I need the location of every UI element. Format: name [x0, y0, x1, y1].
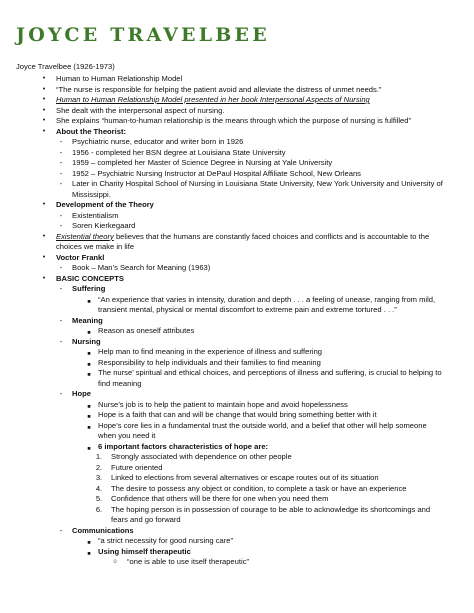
outline-item	[59, 158, 446, 169]
number-marker: 4.	[95, 483, 103, 493]
outline-text: “a strict necessity for good nursing care”	[98, 536, 234, 545]
outline-item	[42, 273, 446, 285]
outline-item	[59, 137, 446, 148]
outline-text: Human to Human Relationship Model presented in her book Interpersonal Aspects of Nursing	[56, 95, 370, 104]
outline-item	[95, 504, 446, 526]
outline-item	[59, 210, 446, 222]
bullet-icon: •	[42, 201, 46, 208]
dash-marker: -	[59, 315, 63, 325]
bullet-icon: •	[42, 85, 46, 93]
outline-text: Psychiatric nurse, educator and writer born in 1926	[72, 137, 244, 146]
intro-line: Joyce Travelbee (1926-1973)	[16, 62, 115, 71]
outline-item	[87, 294, 446, 316]
bullet-icon: •	[42, 253, 46, 261]
outline-item	[59, 315, 446, 327]
outline-heading: Voctor Frankl	[56, 252, 105, 262]
bullet-icon: •	[42, 75, 46, 82]
outline-heading: Development of the Theory	[56, 200, 154, 209]
dash-marker: -	[59, 147, 63, 157]
outline-item	[87, 546, 446, 558]
outline-item	[59, 221, 446, 232]
outline-text: She dealt with the interpersonal aspect of nursing.	[56, 105, 225, 115]
outline-item	[87, 441, 446, 453]
square-bullet-icon: ■	[87, 424, 91, 431]
outline-heading: 6 important factors characteristics of hope are:	[98, 441, 269, 451]
outline-heading: Suffering	[72, 284, 106, 293]
outline-text: Confidence that others will be there for one when you need them	[111, 494, 329, 503]
square-bullet-icon: ■	[87, 372, 91, 378]
outline-item	[59, 389, 446, 400]
dash-marker: -	[59, 336, 63, 346]
outline-item	[87, 420, 446, 442]
outline-heading: Communications	[72, 525, 134, 535]
outline-text: Book – Man’s Search for Meaning (1963)	[72, 263, 211, 272]
bullet-icon: •	[42, 232, 46, 240]
outline-item	[95, 473, 446, 484]
outline-text: “one is able to use itself therapeutic”	[127, 557, 249, 566]
dash-marker: -	[59, 158, 63, 167]
bullet-icon: •	[42, 96, 46, 103]
outline-text: The desire to possess any object or condition, to complete a task or have an experience	[111, 483, 407, 493]
number-marker: 5.	[95, 494, 103, 503]
number-marker: 3.	[95, 473, 103, 482]
dash-marker: -	[59, 389, 63, 398]
outline-text: Responsibility to help individuals and their families to find meaning	[98, 357, 321, 367]
outline-heading: Nursing	[72, 336, 101, 346]
outline-item	[42, 84, 446, 96]
outline-item	[59, 525, 446, 537]
outline-text: Help man to find meaning in the experience of illness and suffering	[98, 347, 323, 356]
outline-heading: Meaning	[72, 315, 103, 325]
square-bullet-icon: ■	[87, 361, 91, 368]
outline-item	[42, 200, 446, 211]
outline-item	[59, 263, 446, 274]
dash-marker: -	[59, 525, 63, 535]
outline-item	[87, 326, 446, 337]
outline-text: Strongly associated with dependence on other people	[111, 452, 292, 461]
dash-marker: -	[59, 137, 63, 146]
square-bullet-icon: ■	[87, 550, 91, 557]
outline-text: She explains “human-to-human relationship is the means through which the purpose of nursing is fulfilled”	[56, 116, 411, 125]
outline-heading: Using himself therapeutic	[98, 546, 191, 556]
outline-text: “The nurse is responsible for helping the patient avoid and alleviate the distress of unmet needs.”	[56, 84, 382, 94]
emphasized-term: Existential theory	[56, 231, 114, 241]
outline-heading: Hope	[72, 389, 91, 398]
outline-text: Nurse’s job is to help the patient to maintain hope and avoid hopelessness	[98, 399, 348, 409]
outline-text: Soren Kierkegaard	[72, 221, 136, 230]
outline-text: The nurse’ spiritual and ethical choices, and perceptions of illness and suffering, is crucial to helping to find meaning	[98, 368, 442, 388]
outline-item	[87, 357, 446, 369]
outline-text: Existentialism	[72, 210, 119, 220]
square-bullet-icon: ■	[87, 298, 91, 305]
outline-text: “An experience that varies in intensity, duration and depth . . . a feeling of unease, ranging from mild, transient mental, physical or mental discomfort to extreme pain and extreme tortured . . .”	[98, 294, 436, 314]
number-marker: 1.	[95, 452, 103, 461]
outline-list	[0, 74, 474, 568]
outline-heading: BASIC CONCEPTS	[56, 273, 124, 283]
outline-item	[95, 483, 446, 495]
square-bullet-icon: ■	[87, 351, 91, 357]
square-bullet-icon: ■	[87, 414, 91, 420]
outline-item	[95, 452, 446, 463]
outline-item	[42, 116, 446, 127]
outline-text: Linked to elections from several alternatives or escape routes out of its situation	[111, 473, 379, 482]
dash-marker: -	[59, 168, 63, 178]
outline-item	[59, 179, 446, 200]
outline-text: Hope’s core lies in a fundamental trust the outside world, and a belief that other will help someone when you need it	[98, 420, 427, 440]
outline-text: Human to Human Relationship Model	[56, 74, 183, 83]
outline-item	[87, 347, 446, 358]
outline-item	[87, 410, 446, 421]
outline-item	[95, 462, 446, 474]
outline-item	[113, 557, 446, 568]
bullet-icon: •	[42, 127, 46, 135]
dash-marker: -	[59, 284, 63, 293]
outline-text: Later in Charity Hospital School of Nursing in Louisiana State University, New York University and University of Mississippi.	[72, 179, 443, 199]
outline-item	[42, 74, 446, 85]
dash-marker: -	[59, 263, 63, 272]
dash-marker: -	[59, 179, 63, 188]
bullet-icon: •	[42, 117, 46, 124]
outline-heading: About the Theorist:	[56, 126, 127, 136]
bullet-icon: •	[42, 106, 46, 114]
dash-marker: -	[59, 221, 63, 230]
square-bullet-icon: ■	[87, 330, 91, 336]
square-bullet-icon: ■	[87, 540, 91, 546]
number-marker: 6.	[95, 504, 103, 514]
circle-bullet-icon: o	[113, 559, 117, 565]
outline-text: Reason as oneself attributes	[98, 326, 195, 335]
dash-marker: -	[59, 210, 63, 220]
outline-item	[42, 231, 446, 253]
number-marker: 2.	[95, 462, 103, 472]
outline-item	[42, 252, 446, 264]
outline-item	[42, 126, 446, 138]
outline-item	[42, 105, 446, 117]
bullet-icon: •	[42, 274, 46, 282]
outline-text: 1959 – completed her Master of Science Degree in Nursing at Yale University	[72, 158, 333, 167]
outline-text: 1956 - completed her BSN degree at Louisiana State University	[72, 147, 286, 157]
square-bullet-icon: ■	[87, 403, 91, 410]
outline-item	[42, 95, 446, 106]
outline-item	[59, 336, 446, 348]
outline-text-rest: believes that the humans are constantly faced choices and conflicts and is accountable to the choices we make in life	[56, 231, 430, 251]
document-title: JOYCE TRAVELBEE	[16, 24, 270, 46]
outline-item	[59, 284, 446, 295]
outline-item	[87, 368, 446, 389]
outline-text	[56, 232, 446, 253]
square-bullet-icon: ■	[87, 445, 91, 452]
outline-item	[87, 536, 446, 547]
outline-text: Hope is a faith that can and will be change that would bring something better with it	[98, 410, 377, 419]
outline-text: The hoping person is in possession of courage to be able to acknowledge its shortcomings and fears and go forward	[111, 504, 431, 524]
outline-item	[95, 494, 446, 505]
outline-text: 1952 – Psychiatric Nursing Instructor at DePaul Hospital Affiliate School, New Orleans	[72, 168, 361, 178]
outline-item	[59, 147, 446, 159]
outline-item	[87, 399, 446, 411]
outline-item	[59, 168, 446, 180]
outline-text: Future oriented	[111, 462, 163, 472]
